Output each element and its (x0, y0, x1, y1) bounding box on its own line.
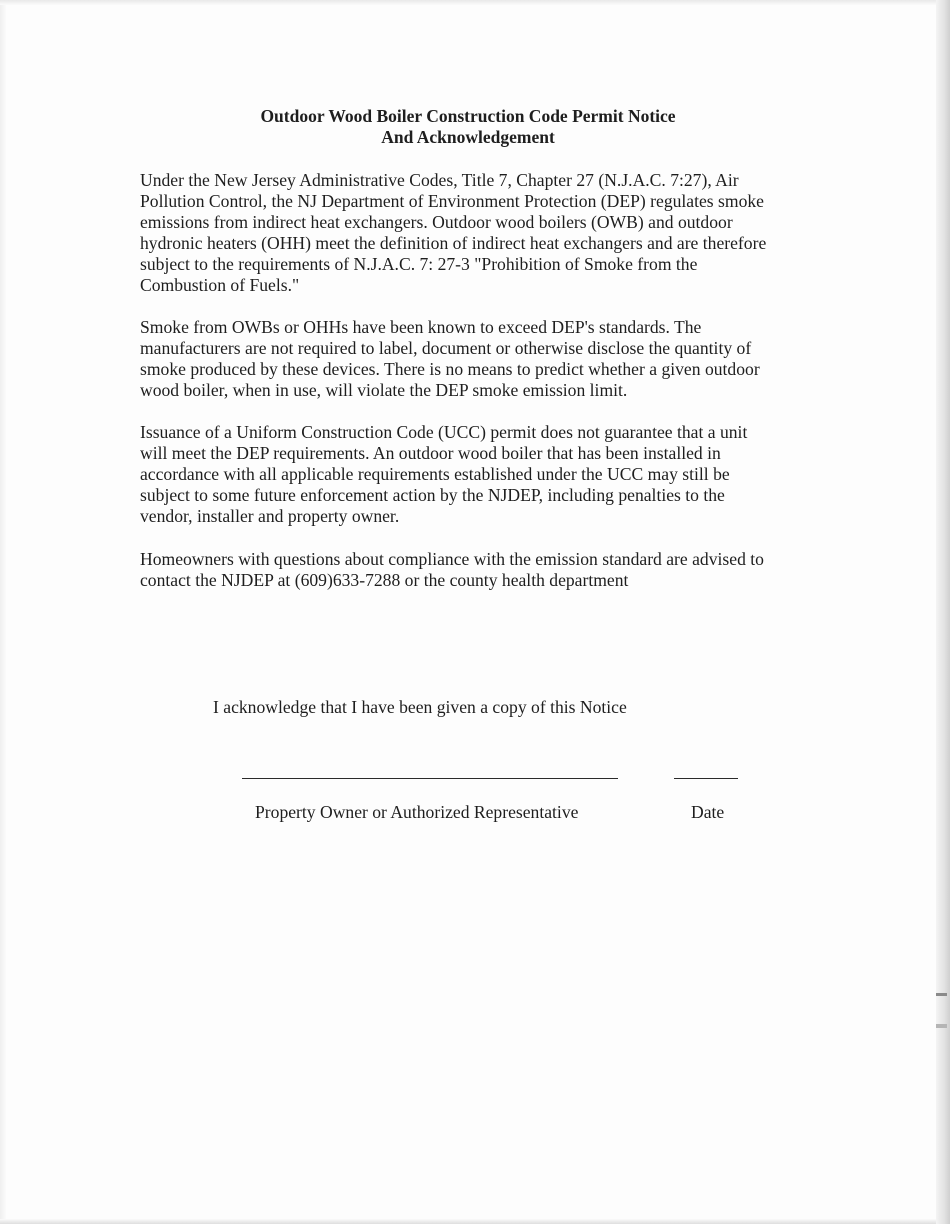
signature-line[interactable] (242, 778, 618, 779)
paragraph-ucc-permit (140, 422, 800, 527)
paragraph-smoke (140, 317, 800, 401)
scan-bottom-edge (0, 1219, 950, 1224)
title-line-2: And Acknowledgement (381, 127, 555, 147)
paragraph-line: emissions from indirect heat exchangers. Outdoor wood boilers (OWB) and outdoor (140, 212, 733, 232)
paragraph-line: Homeowners with questions about compliance with the emission standard are advised to (140, 549, 764, 569)
signature-label: Property Owner or Authorized Representative (255, 802, 579, 822)
paragraph-line: manufacturers are not required to label, document or otherwise disclose the quantity of (140, 338, 752, 358)
date-line[interactable] (674, 778, 738, 779)
acknowledgement-statement: I acknowledge that I have been given a copy of this Notice (213, 697, 627, 717)
paragraph-line: Issuance of a Uniform Construction Code (UCC) permit does not guarantee that a unit (140, 422, 748, 442)
paragraph-line: Smoke from OWBs or OHHs have been known to exceed DEP's standards. The (140, 317, 702, 337)
date-label: Date (691, 802, 725, 822)
scan-right-edge (936, 0, 950, 1224)
paragraph-line: wood boiler, when in use, will violate the DEP smoke emission limit. (140, 380, 628, 400)
title-line-1: Outdoor Wood Boiler Construction Code Permit Notice (260, 106, 676, 126)
paragraph-contact (140, 549, 800, 591)
paragraph-line: Combustion of Fuels." (140, 275, 300, 295)
paragraph-line: accordance with all applicable requirements established under the UCC may still be (140, 464, 730, 484)
scan-artifact-mark (936, 1024, 947, 1028)
paragraph-line: Under the New Jersey Administrative Codes, Title 7, Chapter 27 (N.J.A.C. 7:27), Air (140, 170, 739, 190)
paragraph-line: Pollution Control, the NJ Department of Environment Protection (DEP) regulates smoke (140, 191, 764, 211)
scan-artifact-mark (936, 993, 947, 996)
scan-top-edge (0, 0, 950, 5)
paragraph-line: subject to some future enforcement action by the NJDEP, including penalties to the (140, 485, 725, 505)
paragraph-line: subject to the requirements of N.J.A.C. 7: 27-3 "Prohibition of Smoke from the (140, 254, 698, 274)
paragraph-regulation (140, 170, 800, 296)
paragraph-line: contact the NJDEP at (609)633-7288 or the county health department (140, 570, 629, 590)
paragraph-line: hydronic heaters (OHH) meet the definition of indirect heat exchangers and are therefore (140, 233, 767, 253)
paragraph-line: will meet the DEP requirements. An outdoor wood boiler that has been installed in (140, 443, 721, 463)
scan-left-edge (0, 0, 6, 1224)
paragraph-line: smoke produced by these devices. There is no means to predict whether a given outdoor (140, 359, 760, 379)
document-title (140, 106, 796, 148)
paragraph-line: vendor, installer and property owner. (140, 506, 400, 526)
